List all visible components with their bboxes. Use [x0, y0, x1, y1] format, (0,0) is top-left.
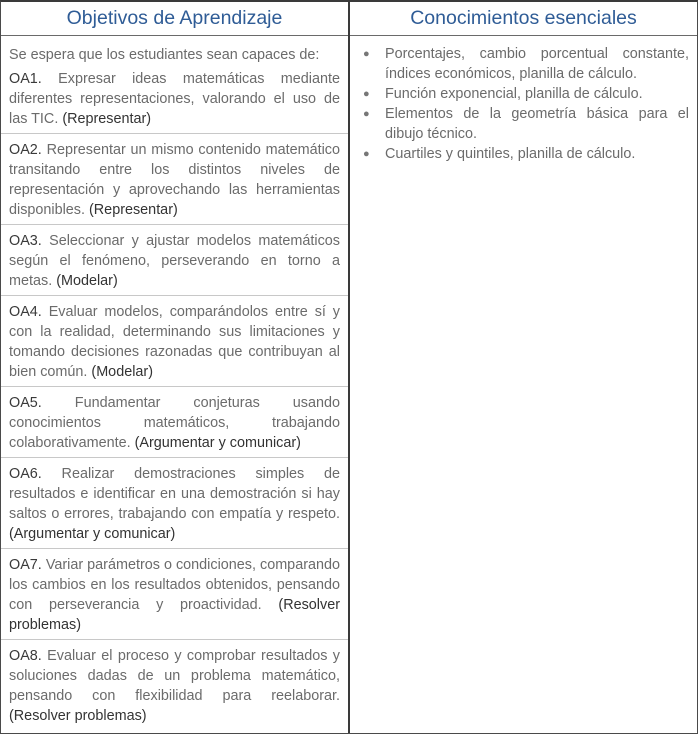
- objective-text: Evaluar modelos, comparándolos entre sí y con la realidad, determinando sus limitaciones y tomando decisiones razonadas que contribuyan al bien común.: [9, 304, 340, 380]
- objective-code: OA5.: [9, 395, 42, 411]
- objective-oa3: [1, 224, 348, 295]
- objective-code: OA2.: [9, 142, 42, 158]
- objective-text: Seleccionar y ajustar modelos matemáticos según el fenómeno, perseverando en torno a metas.: [9, 233, 340, 289]
- knowledge-item: [350, 104, 689, 144]
- bullet-dot-icon: ●: [363, 148, 370, 160]
- essential-knowledge-header: Conocimientos esenciales: [350, 2, 697, 36]
- objective-skill: (Representar): [62, 111, 152, 127]
- objective-skill: (Resolver problemas): [9, 597, 340, 633]
- knowledge-item: [350, 84, 689, 104]
- objective-code: OA8.: [9, 648, 42, 664]
- bullet-dot-icon: ●: [363, 108, 370, 120]
- objective-skill: (Argumentar y comunicar): [9, 526, 176, 542]
- objective-code: OA6.: [9, 466, 42, 482]
- objective-oa1: [1, 65, 348, 133]
- bullet-dot-icon: ●: [363, 48, 370, 60]
- objective-oa8: [1, 639, 348, 730]
- knowledge-list: [350, 36, 697, 164]
- objective-skill: (Modelar): [56, 273, 118, 289]
- learning-objectives-column: [1, 2, 350, 733]
- objective-text: Evaluar el proceso y comprobar resultados y soluciones dadas de un problema matemático, pensando con flexibilidad para reelaborar.: [9, 648, 340, 704]
- knowledge-item-text: Porcentajes, cambio porcentual constante, índices económicos, planilla de cálculo.: [385, 46, 689, 82]
- objective-text: Fundamentar conjeturas usando conocimientos matemáticos, trabajando colaborativamente.: [9, 395, 340, 451]
- knowledge-item-text: Función exponencial, planilla de cálculo.: [385, 86, 643, 102]
- objective-code: OA3.: [9, 233, 42, 249]
- objective-text: Representar un mismo contenido matemático transitando entre los distintos niveles de representación y aprovechando las herramientas disponibles.: [9, 142, 340, 218]
- knowledge-item: [350, 144, 689, 164]
- bullet-dot-icon: ●: [363, 88, 370, 100]
- objective-text: Expresar ideas matemáticas mediante diferentes representaciones, valorando el uso de las TIC.: [9, 71, 340, 127]
- objective-oa7: [1, 548, 348, 639]
- objective-oa5: [1, 386, 348, 457]
- knowledge-item-text: Cuartiles y quintiles, planilla de cálculo.: [385, 146, 636, 162]
- objective-oa6: [1, 457, 348, 548]
- objective-text: Variar parámetros o condiciones, comparando los cambios en los resultados obtenidos, pensando con perseverancia y proactividad.: [9, 557, 340, 613]
- objective-code: OA1.: [9, 71, 42, 87]
- objective-oa4: [1, 295, 348, 386]
- objective-code: OA7.: [9, 557, 42, 573]
- knowledge-item: [350, 44, 689, 84]
- objective-code: OA4.: [9, 304, 42, 320]
- objective-skill: (Representar): [89, 202, 178, 218]
- knowledge-item-text: Elementos de la geometría básica para el dibujo técnico.: [385, 106, 689, 142]
- objective-skill: (Modelar): [91, 364, 153, 380]
- objective-skill: (Resolver problemas): [9, 708, 147, 724]
- learning-objectives-header: Objetivos de Aprendizaje: [1, 2, 348, 36]
- objective-skill: (Argumentar y comunicar): [134, 435, 301, 451]
- objective-text: Realizar demostraciones simples de resultados e identificar en una demostración si hay saltos o errores, trabajando con empatía y respeto.: [9, 466, 340, 522]
- essential-knowledge-column: [350, 2, 697, 733]
- objective-oa2: [1, 133, 348, 224]
- intro-text: Se espera que los estudiantes sean capaces de:: [9, 47, 320, 63]
